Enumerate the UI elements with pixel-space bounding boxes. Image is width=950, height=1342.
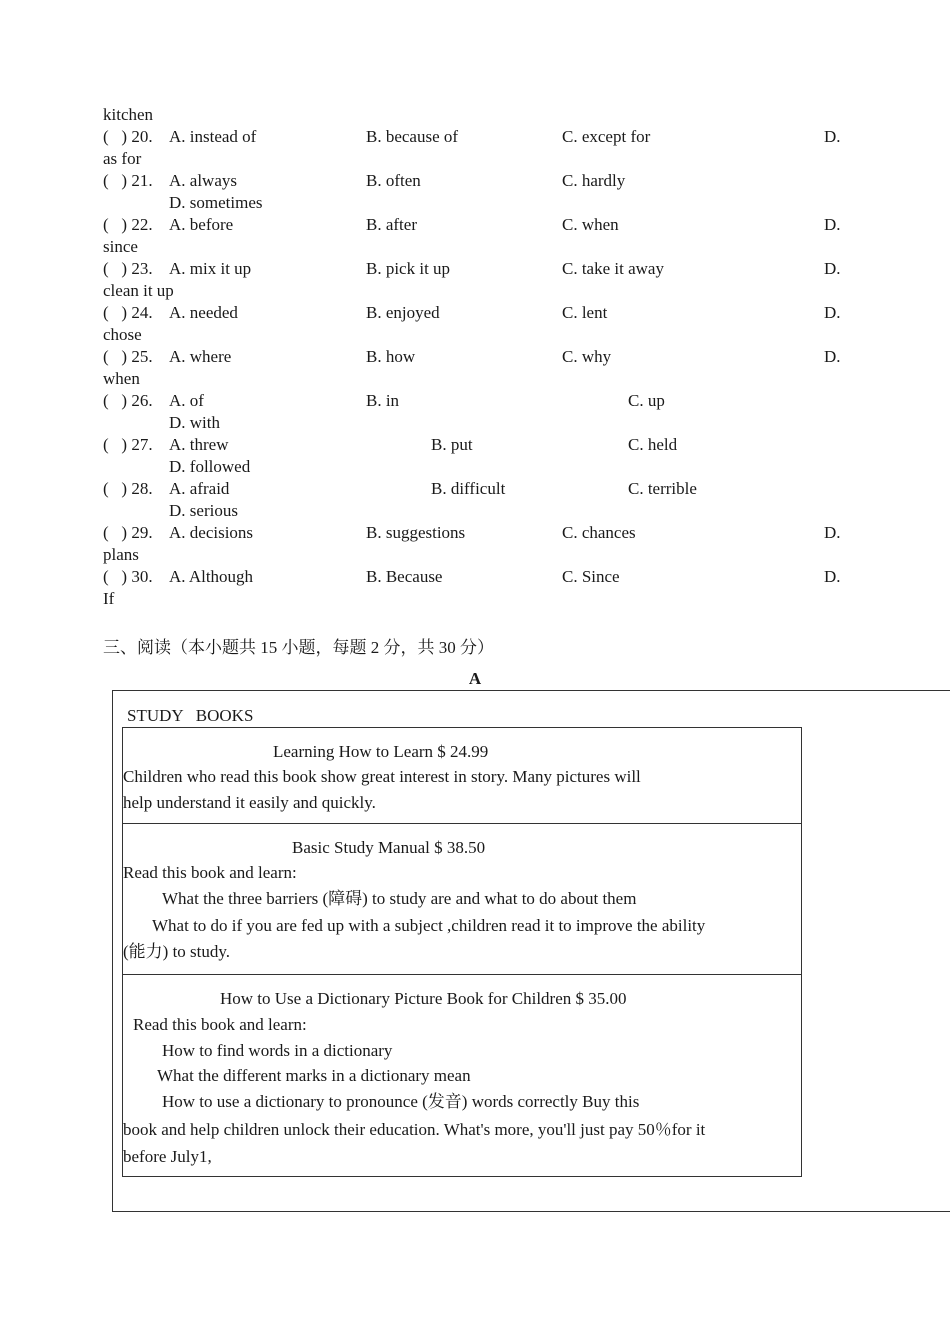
option-b: B. in — [366, 391, 400, 410]
option-d: plans — [103, 545, 139, 564]
option-c: C. chances — [562, 523, 636, 542]
option-c: C. why — [562, 347, 612, 366]
passage-label: A — [468, 669, 482, 688]
question-30 — [103, 566, 883, 610]
book-title: Basic Study Manual $ 38.50 — [292, 838, 486, 857]
question-number: ( ) 22. — [103, 215, 153, 234]
option-d: as for — [103, 149, 142, 168]
option-c: C. hardly — [562, 171, 626, 190]
book-text-line: What to do if you are fed up with a subject ,children read it to improve the ability — [152, 916, 706, 935]
book-text-line: book and help children unlock their education. What's more, you'll just pay 50％for it — [123, 1120, 706, 1139]
option-d: since — [103, 237, 138, 256]
book-card — [122, 823, 802, 975]
option-b: B. after — [366, 215, 417, 234]
book-card — [122, 727, 802, 824]
option-c: C. terrible — [628, 479, 697, 498]
book-text-line: (能力) to study. — [123, 942, 231, 961]
option-b: B. difficult — [431, 479, 506, 498]
option-d-marker: D. — [824, 567, 841, 586]
question-number: ( ) 24. — [103, 303, 153, 322]
book-text-line: before July1, — [123, 1147, 212, 1166]
option-d: D. followed — [169, 457, 251, 476]
question-22 — [103, 214, 883, 258]
study-books-header: STUDY BOOKS — [127, 706, 254, 725]
option-d: when — [103, 369, 140, 388]
question-23 — [103, 258, 883, 302]
question-number: ( ) 28. — [103, 479, 153, 498]
question-number: ( ) 29. — [103, 523, 153, 542]
question-number: ( ) 27. — [103, 435, 153, 454]
book-text-line: help understand it easily and quickly. — [123, 793, 376, 812]
option-a: A. needed — [169, 303, 238, 322]
option-b: B. put — [431, 435, 473, 454]
option-a: A. mix it up — [169, 259, 252, 278]
option-c: C. lent — [562, 303, 608, 322]
question-number: ( ) 21. — [103, 171, 153, 190]
book-title: How to Use a Dictionary Picture Book for Children $ 35.00 — [220, 989, 627, 1008]
option-d-marker: D. — [824, 303, 841, 322]
question-24 — [103, 302, 883, 346]
book-text-line: What the different marks in a dictionary mean — [157, 1066, 471, 1085]
option-c: C. up — [628, 391, 665, 410]
question-20 — [103, 126, 883, 170]
option-b: B. pick it up — [366, 259, 451, 278]
option-d: If — [103, 589, 115, 608]
book-text-line: Read this book and learn: — [123, 863, 297, 882]
question-21 — [103, 170, 883, 214]
option-c: C. Since — [562, 567, 620, 586]
book-card — [122, 974, 802, 1177]
question-26 — [103, 390, 883, 434]
option-a: A. afraid — [169, 479, 230, 498]
question-number: ( ) 20. — [103, 127, 153, 146]
book-text-line: How to use a dictionary to pronounce (发音) words correctly Buy this — [162, 1092, 640, 1111]
option-c: C. take it away — [562, 259, 664, 278]
option-c: C. except for — [562, 127, 651, 146]
book-text-line: How to find words in a dictionary — [162, 1041, 393, 1060]
option-a: A. instead of — [169, 127, 257, 146]
option-c: C. when — [562, 215, 619, 234]
option-c: C. held — [628, 435, 678, 454]
option-d-marker: D. — [824, 259, 841, 278]
option-d-marker: D. — [824, 347, 841, 366]
question-number: ( ) 25. — [103, 347, 153, 366]
option-b: B. suggestions — [366, 523, 466, 542]
question-29 — [103, 522, 883, 566]
option-a: A. threw — [169, 435, 229, 454]
book-text-line: What the three barriers (障碍) to study are and what to do about them — [162, 889, 637, 908]
option-a: A. Although — [169, 567, 254, 586]
question-25 — [103, 346, 883, 390]
question-28 — [103, 478, 883, 522]
option-b: B. often — [366, 171, 421, 190]
option-a: A. decisions — [169, 523, 254, 542]
section-title: 三、阅读（本小题共 15 小题，每题 2 分，共 30 分） — [103, 638, 494, 657]
question-number: ( ) 26. — [103, 391, 153, 410]
option-d-marker: D. — [824, 127, 841, 146]
option-a: A. of — [169, 391, 204, 410]
book-text-line: Children who read this book show great interest in story. Many pictures will — [123, 767, 641, 786]
option-d: D. sometimes — [169, 193, 263, 212]
option-b: B. enjoyed — [366, 303, 440, 322]
option-d: chose — [103, 325, 142, 344]
option-d: D. with — [169, 413, 220, 432]
question-number: ( ) 30. — [103, 567, 153, 586]
option-b: B. Because — [366, 567, 443, 586]
option-d: D. serious — [169, 501, 238, 520]
option-a: A. always — [169, 171, 237, 190]
book-title: Learning How to Learn $ 24.99 — [273, 742, 489, 761]
previous-question-tail: kitchen — [103, 105, 154, 124]
book-text-line: Read this book and learn: — [133, 1015, 307, 1034]
option-d: clean it up — [103, 281, 174, 300]
question-27 — [103, 434, 883, 478]
option-d-marker: D. — [824, 215, 841, 234]
option-a: A. where — [169, 347, 232, 366]
option-b: B. because of — [366, 127, 459, 146]
question-number: ( ) 23. — [103, 259, 153, 278]
option-a: A. before — [169, 215, 234, 234]
option-d-marker: D. — [824, 523, 841, 542]
option-b: B. how — [366, 347, 416, 366]
